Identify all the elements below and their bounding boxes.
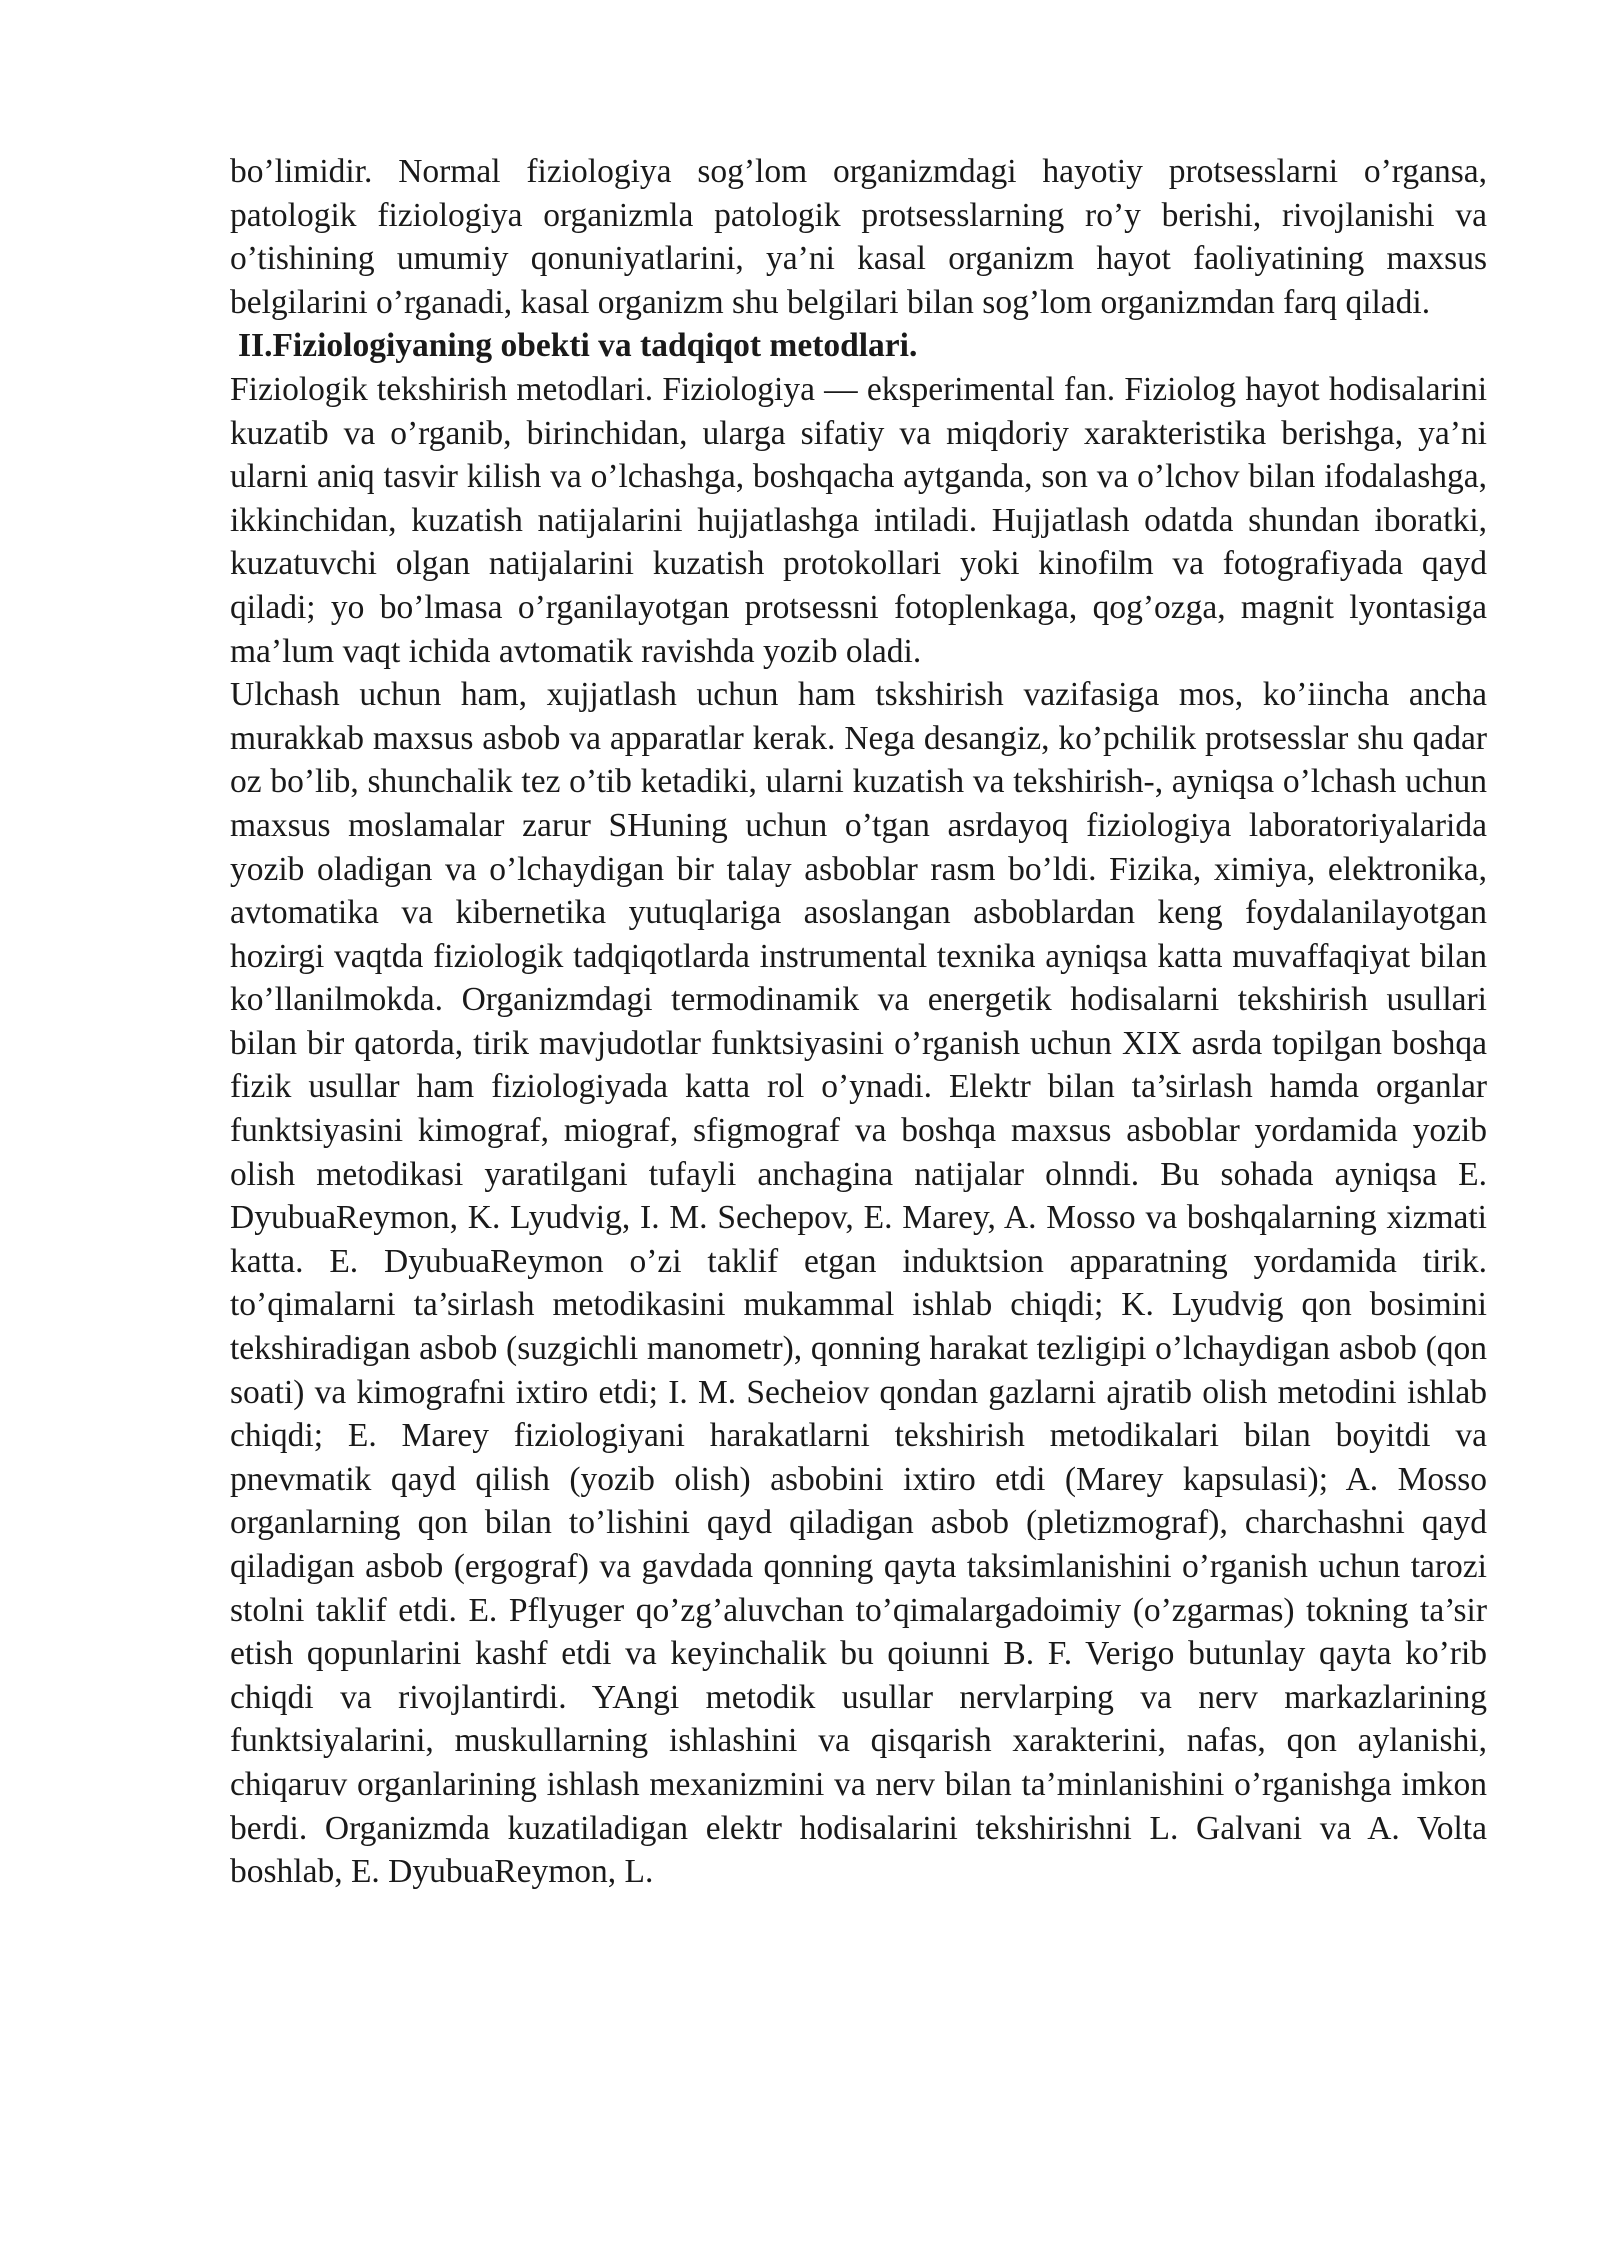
instruments-paragraph: Ulchash uchun ham, xujjatlash uchun ham tskshirish vazifasiga mos, ko’iincha ancha murakkab maxsus asbob va apparatlar kerak. Nega desangiz, ko’pchilik protsesslar shu qadar oz bo’lib, shunchalik tez o’tib ketadiki, ularni kuzatish va tekshirish-, ayniqsa o’lchash uchun maxsus moslamalar zarur SHuning uchun o’tgan asrdayoq fiziologiya laboratoriyalarida yozib oladigan va o’lchaydigan bir talay asboblar rasm bo’ldi. Fizika, ximiya, elektronika, avtomatika va kibernetika yutuqlariga asoslangan asboblardan keng foydalanilayotgan hozirgi vaqtda fiziologik tadqiqotlarda instrumental texnika ayniqsa katta muvaffaqiyat bilan ko’llanilmokda. Organizmdagi termodinamik va energetik hodisalarni tekshirish usullari bilan bir qatorda, tirik mavjudotlar funktsiyasini o’rganish uchun XIX asrda topilgan boshqa fizik usullar ham fiziologiyada katta rol o’ynadi. Elektr bilan ta’sirlash hamda organlar funktsiyasini kimograf, miograf, sfigmograf va boshqa maxsus asboblar yordamida yozib olish metodikasi yaratilgani tufayli anchagina natijalar olnndi. Bu sohada ayniqsa E. DyubuaReymon, K. Lyudvig, I. M. Sechepov, E. Marey, A. Mosso va boshqalarning xizmati katta. E. DyubuaReymon o’zi taklif etgan induktsion apparatning yordamida tirik. to’qimalarni ta’sirlash metodikasini mukammal ishlab chiqdi; K. Lyudvig qon bosimini tekshiradigan asbob (suzgichli manometr), qonning harakat tezligipi o’lchaydigan asbob (qon soati) va kimografni ixtiro etdi; I. M. Secheiov qondan gazlarni ajratib olish metodini ishlab chiqdi; E. Marey fiziologiyani harakatlarni tekshirish metodikalari bilan boyitdi va pnevmatik qayd qilish (yozib olish) asbobini ixtiro etdi (Marey kapsulasi); A. Mosso organlarning qon bilan to’lishini qayd qiladigan asbob (pletizmograf), charchashni qayd qiladigan asbob (ergograf) va gavdada qonning qayta taksimlanishini o’rganish uchun tarozi stolni taklif etdi. E. Pflyuger qo’zg’aluvchan to’qimalargadoimiy (o’zgarmas) tokning ta’sir etish qopunlarini kashf etdi va keyinchalik bu qoiunni B. F. Verigo butunlay qayta ko’rib chiqdi va rivojlantirdi. YAngi metodik usullar nervlarping va nerv markazlarining funktsiyalarini, muskullarning ishlashini va qisqarish xarakterini, nafas, qon aylanishi, chiqaruv organlarining ishlash mexanizmini va nerv bilan ta’minlanishini o’rganishga imkon berdi. Organizmda kuzatiladigan elektr hodisalarini tekshirishni L. Galvani va A. Volta boshlab, E. DyubuaReymon, L. <box>230 676 1487 1891</box>
document-page <box>230 150 1487 1894</box>
intro-paragraph: bo’limidir. Normal fiziologiya sog’lom organizmdagi hayotiy protsesslarni o’rgansa, patologik fiziologiya organizmla patologik protsesslarning ro’y berishi, rivojlanishi va o’tishining umumiy qonuniyatlarini, ya’ni kasal organizm hayot faoliyatining maxsus belgilarini o’rganadi, kasal organizm shu belgilari bilan sog’lom organizmdan farq qiladi. <box>230 153 1487 321</box>
methods-paragraph: Fiziologik tekshirish metodlari. Fiziologiya — eksperimental fan. Fiziolog hayot hodisalarini kuzatib va o’rganib, birinchidan, ularga sifatiy va miqdoriy xarakteristika berishga, ya’ni ularni aniq tasvir kilish va o’lchashga, boshqacha aytganda, son va o’lchov bilan ifodalashga, ikkinchidan, kuzatish natijalarini hujjatlashga intiladi. Hujjatlash odatda shundan iboratki, kuzatuvchi olgan natijalarini kuzatish protokollari yoki kinofilm va fotografiyada qayd qiladi; yo bo’lmasa o’rganilayotgan protsessni fotoplenkaga, qog’ozga, magnit lyontasiga ma’lum vaqt ichida avtomatik ravishda yozib oladi. <box>230 370 1487 670</box>
section-heading: II.Fiziologiyaning obekti va tadqiqot metodlari. <box>238 327 918 365</box>
